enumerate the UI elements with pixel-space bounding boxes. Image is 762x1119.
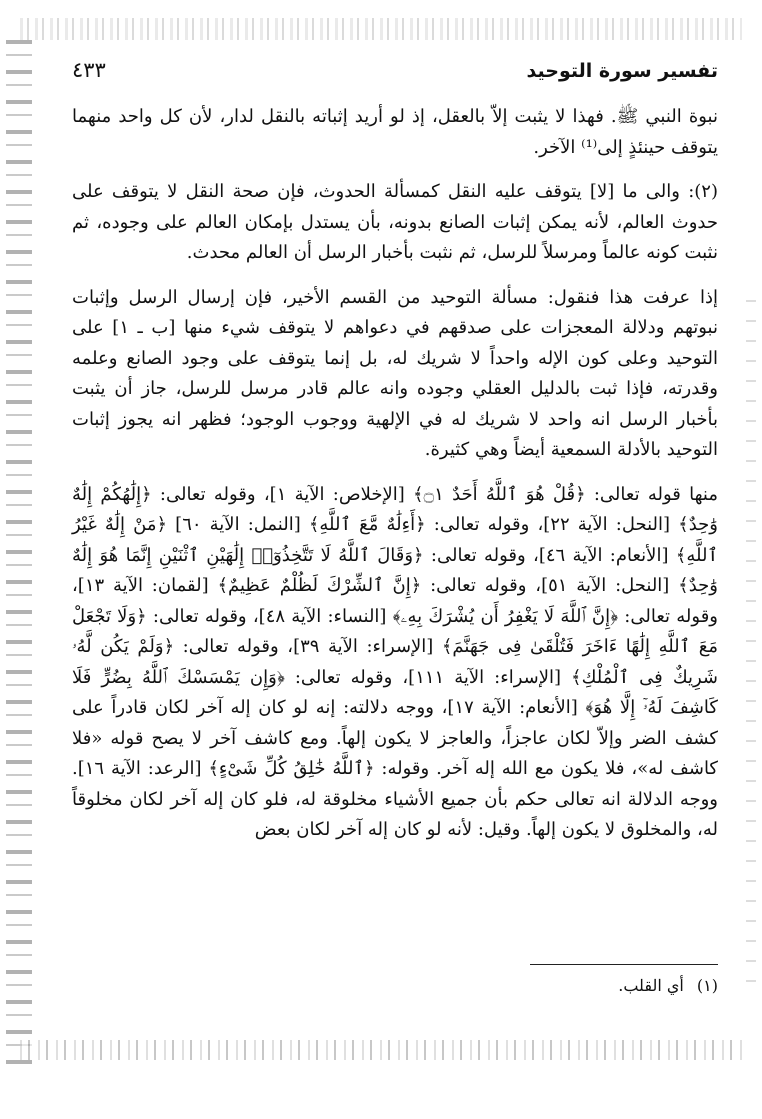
scan-noise-right bbox=[746, 300, 756, 1000]
running-title: تفسير سورة التوحيد bbox=[526, 60, 718, 82]
paragraph-4: منها قوله تعالى: ﴿قُلْ هُوَ ٱللَّهُ أَحَدٌ ۝١﴾ [الإخلاص: الآية ١]، وقوله تعالى: ﴿إِلَٰهُكُمْ إِلَٰهٌ وَٰحِدٌ﴾ [النحل: الآية ٢٢]، وقوله تعالى: ﴿أَءِلَٰهٌ مَّعَ ٱللَّهِ﴾ [النمل: الآية ٦٠] ﴿مَنْ إِلَٰهٌ غَيْرُ ٱللَّهِ﴾ [الأنعام: الآية ٤٦]، وقوله تعالى: ﴿وَقَالَ ٱللَّهُ لَا تَتَّخِذُوٓا۟ إِلَٰهَيْنِ ٱثْنَيْنِ إِنَّمَا هُوَ إِلَٰهٌ وَٰحِدٌ﴾ [النحل: الآية ٥١]، وقوله تعالى: ﴿إِنَّ ٱلشِّرْكَ لَظُلْمٌ عَظِيمٌ﴾ [لقمان: الآية ١٣]، وقوله تعالى: ﴿إِنَّ ٱللَّهَ لَا يَغْفِرُ أَن يُشْرَكَ بِهِۦ﴾ [النساء: الآية ٤٨]، وقوله تعالى: ﴿وَلَا تَجْعَلْ مَعَ ٱللَّهِ إِلَٰهًا ءَاخَرَ فَتُلْقَىٰ فِى جَهَنَّمَ﴾ [الإسراء: الآية ٣٩]، وقوله تعالى: ﴿وَلَمْ يَكُن لَّهُۥ شَرِيكٌ فِى ٱلْمُلْكِ﴾ [الإسراء: الآية ١١١]، وقوله تعالى: ﴿وَإِن يَمْسَسْكَ ٱللَّهُ بِضُرٍّ فَلَا كَاشِفَ لَهُۥٓ إِلَّا هُوَ﴾ [الأنعام: الآية ١٧]، ووجه دلالته: إنه لو كان إله آخر لكان قادراً على كشف الضر وإلاّ لكان عاجزاً، والعاجز لا يكون إلهاً. ومع كاشف آخر لا يصح قوله «فلا كاشف له»، فلا يكون مع الله إله آخر. وقوله: ﴿ٱللَّهُ خَٰلِقُ كُلِّ شَىْءٍ﴾ [الرعد: الآية ١٦]. ووجه الدلالة انه تعالى حكم بأن جميع الأشياء مخلوقة له، فلو كان إله آخر لكان مخلوقاً له، والمخلوق لا يكون إلهاً. وقيل: لأنه لو كان إله آخر لكان بعض bbox=[72, 483, 719, 840]
paragraph-2: (٢): والى ما [لا] يتوقف عليه النقل كمسألة الحدوث، فإن صحة النقل لا يتوقف على حدوث العالم، لأنه يمكن إثبات الصانع بدونه، بأن يستدل بإمكان العالم على وجوده، ثم نثبت كونه عالماً ومرسلاً للرسل، ثم نثبت بأخبار الرسل أن العالم محدث. bbox=[72, 181, 718, 263]
footnote-marker: (١) bbox=[696, 976, 718, 995]
scan-noise-top bbox=[20, 18, 742, 40]
page-header bbox=[72, 52, 718, 92]
scan-noise-bottom bbox=[20, 1040, 742, 1060]
body-text bbox=[72, 102, 718, 846]
paragraph-1: نبوة النبي ﷺ. فهذا لا يثبت إلاّ بالعقل، إذ لو أريد إثباته بالنقل لدار، لأن كل واحد منهما يتوقف حينئذٍ إلى⁽¹⁾ الآخر. bbox=[72, 106, 718, 158]
footnote-divider bbox=[530, 964, 718, 965]
footnote bbox=[500, 976, 718, 995]
scan-noise-left bbox=[6, 40, 32, 1070]
page-number: ٤٣٣ bbox=[72, 58, 106, 82]
footnote-text: أي القلب. bbox=[618, 976, 684, 995]
paragraph-3: إذا عرفت هذا فنقول: مسألة التوحيد من القسم الأخير، فإن إرسال الرسل وإثبات نبوتهم ودلالة المعجزات على صدقهم في دعواهم لا يتوقف شيء منها [ب ـ ١] على التوحيد وعلى كون الإله واحداً لا شريك له، بل إنما يتوقف على وجود الصانع وعلمه وقدرته، فإذا ثبت بالدليل العقلي وجوده وانه عالم قادر مرسل للرسل، جاز أن يثبت بأخبار الرسل انه واحد لا شريك له في الإلهية ووجوب الوجود؛ فظهر انه يجوز إثبات التوحيد بالأدلة السمعية أيضاً وهي كثيرة. bbox=[72, 286, 718, 460]
